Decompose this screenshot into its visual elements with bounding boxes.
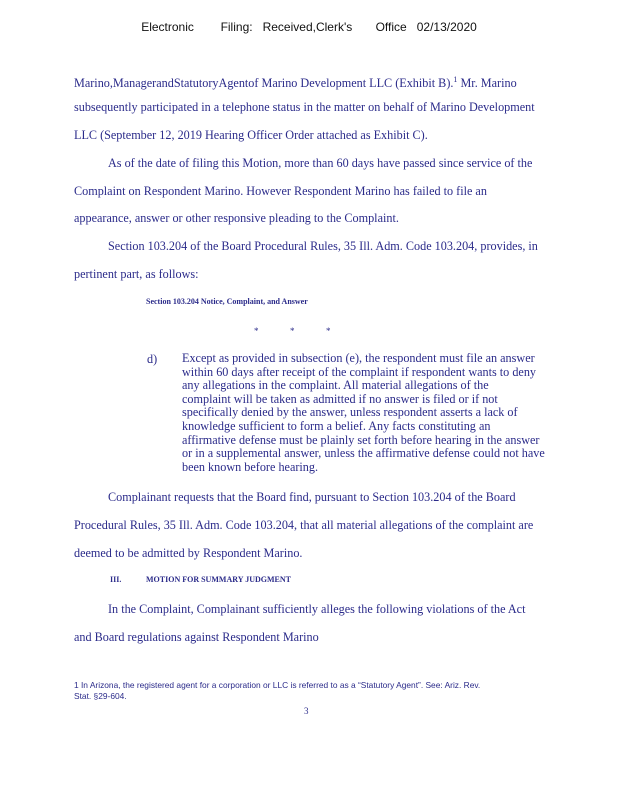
paragraph-4-line-3: deemed to be admitted by Respondent Marino. xyxy=(74,546,303,560)
quote-subsection-label: d) xyxy=(147,352,158,366)
paragraph-3-line-1: Section 103.204 of the Board Procedural Rules, 35 Ill. Adm. Code 103.204, provides, in xyxy=(108,239,538,253)
quote-line: or in a supplemental answer, unless the affirmative defense could not have xyxy=(182,446,545,461)
paragraph-3-line-2: pertinent part, as follows: xyxy=(74,267,199,281)
ellipsis-star: * xyxy=(290,326,295,336)
footnote-line: 1 In Arizona, the registered agent for a corporation or LLC is referred to as a “Statutory Agent”. See: Ariz. Rev. xyxy=(74,680,481,690)
paragraph-1-line-2: subsequently participated in a telephone status in the matter on behalf of Marino Development xyxy=(74,100,535,114)
section-number: III. xyxy=(110,575,122,584)
quote-line: been known before hearing. xyxy=(182,459,319,474)
quote-line: specifically denied by the answer, unless respondent asserts a lack of xyxy=(182,405,518,420)
paragraph-1-line-3: LLC (September 12, 2019 Hearing Officer Order attached as Exhibit C). xyxy=(74,128,428,142)
quote-line: within 60 days after receipt of the complaint if respondent wants to deny xyxy=(182,364,537,379)
quoted-section-heading: Section 103.204 Notice, Complaint, and Answer xyxy=(146,297,308,306)
header-received: Received,Clerk's xyxy=(262,20,353,34)
paragraph-5-line-2: and Board regulations against Respondent Marino xyxy=(74,630,319,644)
header-date: 02/13/2020 xyxy=(416,20,477,34)
section-title: MOTION FOR SUMMARY JUDGMENT xyxy=(146,575,291,584)
paragraph-2-line-2: Complaint on Respondent Marino. However Respondent Marino has failed to file an xyxy=(74,184,487,198)
ellipsis-star: * xyxy=(326,326,331,336)
header-electronic: Electronic xyxy=(141,20,194,34)
paragraph-4-line-2: Procedural Rules, 35 Ill. Adm. Code 103.204, that all material allegations of the complaint are xyxy=(74,518,534,532)
footnote-ref: 1 xyxy=(453,75,458,84)
paragraph-2-line-1: As of the date of filing this Motion, more than 60 days have passed since service of the xyxy=(108,156,533,170)
ellipsis-star: * xyxy=(254,326,259,336)
quoted-rule-text xyxy=(182,352,582,474)
quote-line: complaint will be taken as admitted if no answer is filed or if not xyxy=(182,391,498,406)
quote-line: affirmative defense must be plainly set forth before hearing in the answer xyxy=(182,432,540,447)
footnote-line: Stat. §29-604. xyxy=(74,691,127,701)
quote-line: any allegations in the complaint. All material allegations of the xyxy=(182,378,489,393)
paragraph-2-line-3: appearance, answer or other responsive pleading to the Complaint. xyxy=(74,211,399,225)
header-office: Office xyxy=(375,20,407,34)
paragraph-4-line-1: Complainant requests that the Board find, pursuant to Section 103.204 of the Board xyxy=(108,490,516,504)
page-number: 3 xyxy=(304,706,309,716)
paragraph-5-line-1: In the Complaint, Complainant sufficiently alleges the following violations of the Act xyxy=(108,602,526,616)
quote-line: Except as provided in subsection (e), the respondent must file an answer xyxy=(182,351,535,365)
footnote xyxy=(74,680,544,702)
header-filing: Filing: xyxy=(220,20,253,34)
quote-line: knowledge sufficient to form a belief. Any facts constituting an xyxy=(182,418,491,433)
paragraph-1-line-1: Marino,ManagerandStatutoryAgentof Marino Development LLC (Exhibit B).$^1$ Mr. Marino xyxy=(74,75,517,91)
electronic-filing-header xyxy=(0,20,618,34)
